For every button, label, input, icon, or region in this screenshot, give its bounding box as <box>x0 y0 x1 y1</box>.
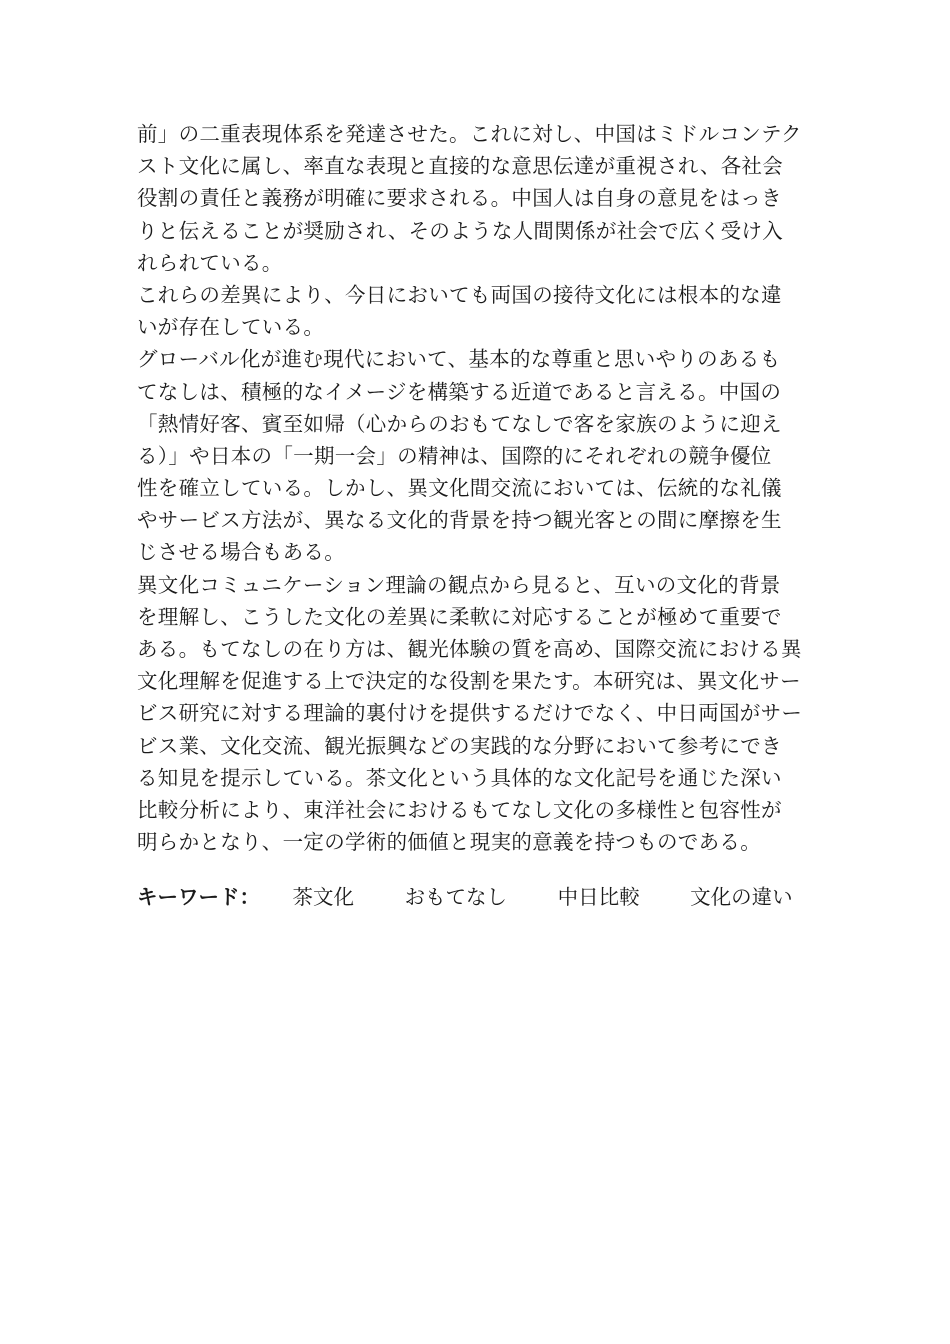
body-line: 比較分析により、東洋社会におけるもてなし文化の多様性と包容性が <box>137 797 782 822</box>
body-line: を理解し、こうした文化の差異に柔軟に対応することが極めて重要で <box>137 604 782 629</box>
body-line: る知見を提示している。茶文化という具体的な文化記号を通じた深い <box>137 765 782 790</box>
body-line: いが存在している。 <box>137 315 325 340</box>
abstract-body <box>137 118 852 858</box>
body-line: りと伝えることが奨励され、そのような人間関係が社会で広く受け入 <box>137 218 784 243</box>
body-line: 役割の責任と義務が明確に要求される。中国人は自身の意見をはっき <box>137 186 782 211</box>
keywords-section <box>137 881 837 913</box>
body-line: やサービス方法が、異なる文化的背景を持つ観光客との間に摩擦を生 <box>137 508 782 533</box>
body-line: れられている。 <box>137 250 283 275</box>
keyword-item: 文化の違い <box>690 885 793 909</box>
body-line: る）」や日本の「一期一会」の精神は、国際的にそれぞれの競争優位 <box>137 443 772 468</box>
keywords-label: キーワード： <box>137 885 260 909</box>
keyword-item: おもてなし <box>404 885 508 909</box>
body-line: ビス研究に対する理論的裏付けを提供するだけでなく、中日両国がサー <box>137 701 803 726</box>
body-line: 前」の二重表現体系を発達させた。これに対し、中国はミドルコンテク <box>137 122 802 146</box>
body-line: てなしは、積極的なイメージを構築する近道であると言える。中国の <box>137 379 782 404</box>
body-line: 文化理解を促進する上で決定的な役割を果たす。本研究は、異文化サー <box>137 669 801 694</box>
body-line: じさせる場合もある。 <box>137 540 345 565</box>
body-line: スト文化に属し、率直な表現と直接的な意思伝達が重視され、各社会 <box>137 154 784 179</box>
body-line: 「熱情好客、賓至如帰（心からのおもてなしで客を家族のように迎え <box>137 411 782 436</box>
body-line: これらの差異により、今日においても両国の接待文化には根本的な違 <box>137 282 782 307</box>
keyword-item: 茶文化 <box>292 885 355 909</box>
body-line: 性を確立している。しかし、異文化間交流においては、伝統的な礼儀 <box>137 476 782 501</box>
body-line: 明らかとなり、一定の学術的価値と現実的意義を持つものである。 <box>137 830 761 855</box>
body-line: ビス業、文化交流、観光振興などの実践的な分野において参考にでき <box>137 733 782 758</box>
keyword-item: 中日比較 <box>557 885 640 909</box>
body-line: グローバル化が進む現代において、基本的な尊重と思いやりのあるも <box>137 347 781 372</box>
body-line: 異文化コミュニケーション理論の観点から見ると、互いの文化的背景 <box>137 572 781 597</box>
body-line: ある。もてなしの在り方は、観光体験の質を高め、国際交流における異 <box>137 637 802 661</box>
